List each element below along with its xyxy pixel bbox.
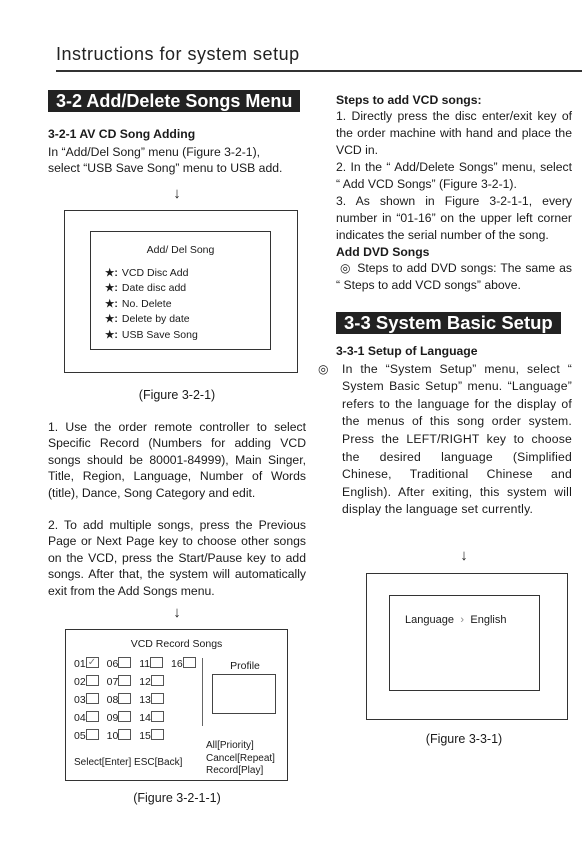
checkbox[interactable]: [118, 729, 131, 740]
star-icon: ★:: [105, 297, 118, 310]
language-setting-screen: [389, 595, 540, 691]
menu-item-date-disc-add[interactable]: [105, 281, 270, 296]
song-number: 07: [106, 676, 119, 689]
star-icon: ★:: [105, 282, 118, 295]
menu-item-usb-save-song[interactable]: [105, 328, 270, 343]
language-body: In the “System Setup” menu, select “ System Basic Setup” menu. “Language” refers to the language for the display of the menus of this song order system. Press the LEFT/RIGHT key to choose the desired language (Simplified Chinese, Traditional Chinese and English). After exiting, this system will display the language set currently.: [342, 361, 572, 517]
menu-item-no-delete[interactable]: [105, 297, 270, 312]
song-number: 14: [139, 712, 151, 725]
song-number: 09: [106, 712, 119, 725]
dvd-body: [336, 260, 572, 294]
language-label: Language: [405, 614, 454, 627]
dvd-text: Steps to add DVD songs: The same as “ Steps to add VCD songs” above.: [336, 261, 572, 292]
steps-heading: Steps to add VCD songs:: [336, 93, 482, 107]
checkbox[interactable]: [118, 693, 131, 704]
song-number: 15: [139, 730, 151, 743]
song-number: 11: [139, 658, 151, 671]
bullet-icon: ◎: [340, 261, 352, 276]
options-list: [206, 740, 275, 778]
bullet-icon: ◎: [318, 361, 329, 376]
menu-title: Add/ Del Song: [146, 243, 215, 256]
figure-caption: (Figure 3-2-1): [138, 387, 216, 402]
page-title: Instructions for system setup: [56, 44, 300, 64]
song-row: [74, 691, 201, 709]
figure-caption: (Figure 3-3-1): [425, 732, 503, 747]
subhead-3-3-1: 3-3-1 Setup of Language: [336, 344, 478, 359]
vertical-divider: [202, 658, 203, 726]
song-number: 03: [74, 694, 86, 707]
song-row: [74, 673, 201, 691]
checkbox[interactable]: [151, 729, 164, 740]
figure-3-2-1: [64, 210, 298, 373]
checkbox[interactable]: [118, 675, 131, 686]
language-paragraph: [318, 361, 572, 519]
section-banner-3-3: 3-3 System Basic Setup: [336, 312, 561, 334]
footer-keys: Select[Enter] ESC[Back]: [74, 757, 183, 769]
checkbox[interactable]: [151, 675, 164, 686]
song-number: 01: [74, 658, 86, 671]
song-number: 10: [106, 730, 119, 743]
song-number: 12: [139, 676, 151, 689]
menu-item-label: USB Save Song: [121, 328, 198, 341]
song-row: [74, 655, 201, 673]
checkbox[interactable]: [118, 711, 131, 722]
chevron-right-icon: ›: [460, 614, 465, 627]
checkbox[interactable]: [183, 657, 196, 668]
checkbox[interactable]: [86, 675, 99, 686]
paragraph-2: 2. To add multiple songs, press the Previous Page or Next Page key to choose other songs on the VCD, press the Start/Pause key to add songs. After that, the system will automatically exit from the Add Songs menu.: [48, 518, 306, 598]
profile-label: Profile: [230, 660, 260, 673]
vcd-title: VCD Record Songs: [130, 638, 223, 651]
menu-item-label: Date disc add: [121, 282, 187, 295]
figure-vcd-record-songs: [65, 629, 288, 781]
down-arrow-icon: ↓: [173, 604, 181, 622]
song-number: 08: [106, 694, 119, 707]
checkbox[interactable]: [150, 657, 163, 668]
right-column: [318, 92, 572, 747]
star-icon: ★:: [105, 267, 118, 280]
profile-preview: [212, 674, 276, 714]
figure-3-3-1: [366, 573, 568, 720]
language-value[interactable]: English: [470, 614, 507, 627]
dvd-heading: Add DVD Songs: [336, 244, 430, 259]
menu-item-label: VCD Disc Add: [121, 267, 189, 280]
song-number: 06: [106, 658, 119, 671]
star-icon: ★:: [105, 313, 118, 326]
song-grid: [74, 655, 201, 745]
subhead-3-2-1: 3-2-1 AV CD Song Adding: [48, 127, 196, 142]
down-arrow-icon: ↓: [460, 547, 468, 565]
star-icon: ★:: [105, 328, 118, 341]
option-all-priority[interactable]: All[Priority]: [206, 740, 254, 752]
checkbox[interactable]: [86, 711, 99, 722]
song-number: 05: [74, 730, 86, 743]
section-banner-3-2: 3-2 Add/Delete Songs Menu: [48, 90, 300, 112]
song-number: 02: [74, 676, 86, 689]
menu-item-label: No. Delete: [121, 297, 172, 310]
checkbox[interactable]: [86, 693, 99, 704]
option-cancel-repeat[interactable]: Cancel[Repeat]: [206, 752, 275, 764]
checkbox-checked[interactable]: [86, 657, 99, 668]
left-column: [48, 90, 306, 807]
menu-item-delete-by-date[interactable]: [105, 312, 270, 327]
song-number: 16: [171, 658, 183, 671]
option-record-play[interactable]: Record[Play]: [206, 765, 264, 777]
menu-item-vcd-disc-add[interactable]: [105, 266, 270, 281]
checkbox[interactable]: [151, 711, 164, 722]
checkbox[interactable]: [151, 693, 164, 704]
checkbox[interactable]: [118, 657, 131, 668]
down-arrow-icon: ↓: [173, 184, 181, 202]
intro-text: In “Add/Del Song” menu (Figure 3-2-1), select “USB Save Song” menu to USB add.: [48, 144, 283, 176]
steps-body: 1. Directly press the disc enter/exit key of the order machine with hand and place the VCD in. 2. In the “ Add/Delete Songs” menu, select “ Add VCD Songs” (Figure 3-2-1). 3. As shown in Figure 3-2-1-1, every number in “01-16” on the upper left corner indicates the serial number of the song.: [336, 109, 572, 242]
menu-item-label: Delete by date: [121, 313, 190, 326]
figure-caption: (Figure 3-2-1-1): [133, 791, 221, 806]
paragraph-1: 1. Use the order remote controller to select Specific Record (Numbers for adding VCD songs should be 80001-84999), Main Singer, Title, Region, Language, Number of Words (title), Dance, Song Category and edit.: [48, 420, 306, 500]
checkbox[interactable]: [86, 729, 99, 740]
song-row: [74, 727, 201, 745]
song-number: 04: [74, 712, 86, 725]
add-del-song-menu: [90, 231, 271, 350]
header-rule: [56, 70, 582, 72]
song-number: 13: [139, 694, 151, 707]
song-row: [74, 709, 201, 727]
